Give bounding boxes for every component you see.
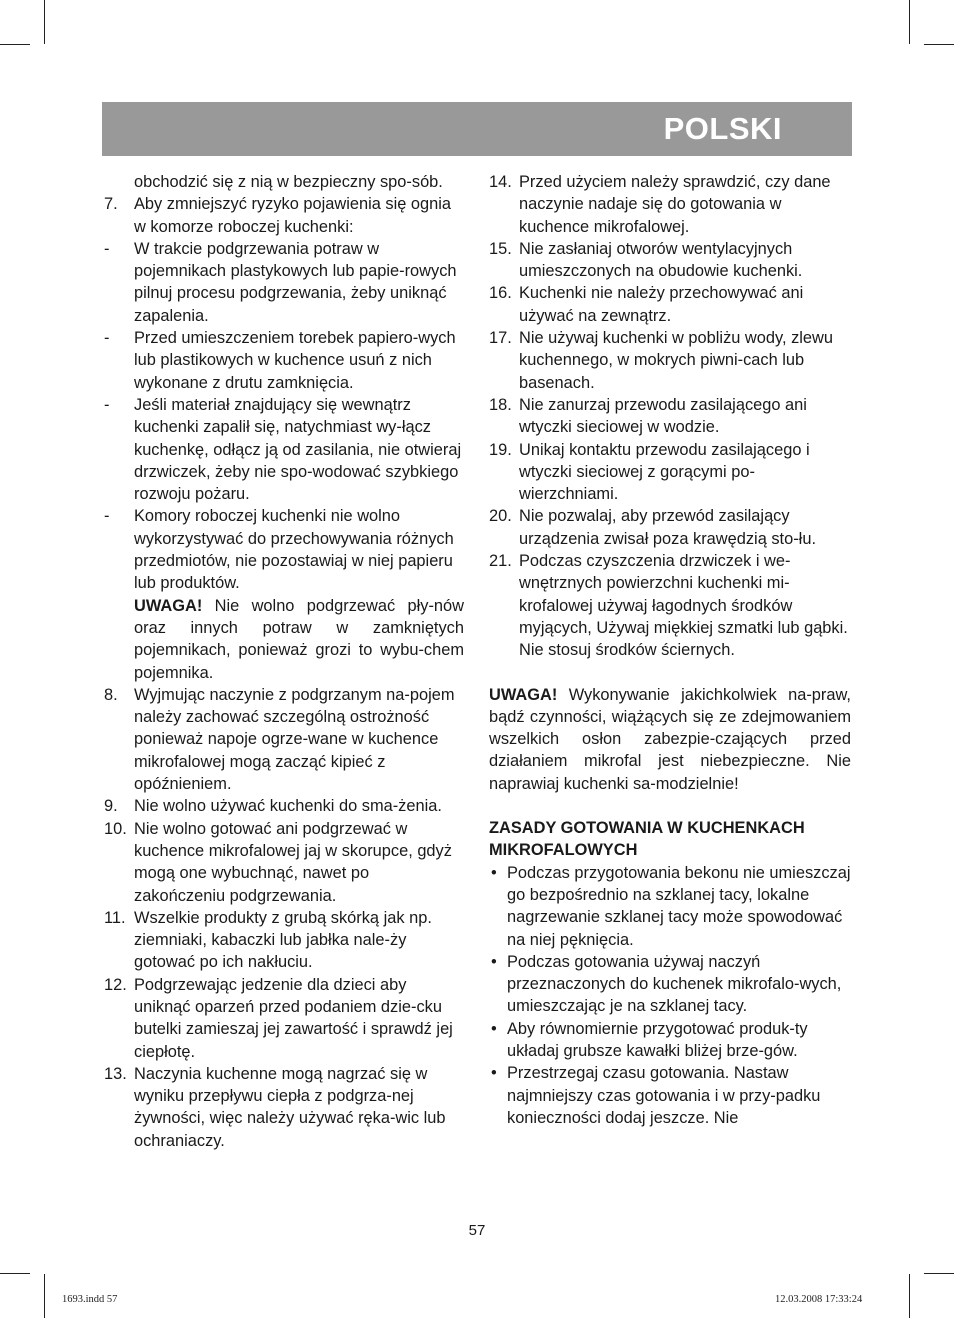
language-banner bbox=[102, 102, 852, 156]
list-item bbox=[104, 1063, 464, 1152]
item-number: 11. bbox=[104, 908, 126, 927]
bullet-item bbox=[489, 1062, 851, 1129]
crop-mark bbox=[924, 1273, 954, 1274]
list-item bbox=[104, 818, 464, 907]
list-item bbox=[489, 394, 851, 439]
item-number: 8. bbox=[104, 685, 118, 704]
item-text: Podczas gotowania używaj naczyń przeznaczonych do kuchenek mikrofalo-wych, umieszczając je na szklanej tacy. bbox=[507, 952, 842, 1016]
crop-mark bbox=[44, 1274, 45, 1318]
list-item bbox=[489, 505, 851, 550]
list-item bbox=[104, 974, 464, 1063]
item-number: 7. bbox=[104, 195, 118, 214]
item-text: Przed umieszczeniem torebek papiero-wych lub plastikowych w kuchence usuń z nich wykonane z drutu zamknięcia. bbox=[134, 329, 456, 392]
list-item bbox=[489, 238, 851, 283]
crop-mark bbox=[0, 1273, 30, 1274]
warning-label: UWAGA! bbox=[489, 685, 558, 704]
list-item bbox=[104, 907, 464, 974]
item-text: Jeśli materiał znajdujący się wewnątrz kuchenki zapalił się, natychmiast wy-łącz kuchenkę, odłącz ją od zasilania, nie otwieraj drzwiczek, żeby nie spo-wodować szybkiego rozwoju pożaru. bbox=[134, 395, 462, 504]
item-number: - bbox=[104, 395, 110, 414]
list-item bbox=[104, 193, 464, 238]
item-number: 10. bbox=[104, 819, 127, 838]
item-number: 15. bbox=[489, 239, 512, 258]
item-number: - bbox=[104, 239, 110, 258]
list-item bbox=[104, 684, 464, 795]
item-number: 12. bbox=[104, 975, 127, 994]
item-number: 16. bbox=[489, 284, 512, 303]
list-item bbox=[104, 327, 464, 394]
item-text: Nie wolno używać kuchenki do sma-żenia. bbox=[134, 797, 442, 816]
list-item bbox=[104, 394, 464, 505]
warning-text: Wykonywanie jakichkolwiek na-praw, bądź czynności, wiążących się ze zdejmowaniem wszelkich osłon zabezpie-czających przed działaniem mikrofal jest niebezpieczne. Nie naprawiaj kuchenki sa-modzielnie! bbox=[489, 685, 851, 793]
right-column bbox=[489, 171, 851, 1129]
item-text: Nie wolno gotować ani podgrzewać w kuchence mikrofalowej jaj w skorupce, gdyż mogą one wybuchnąć, nawet po zakończeniu podgrzewania. bbox=[134, 819, 452, 905]
item-text: Przestrzegaj czasu gotowania. Nastaw najmniejszy czas gotowania i w przy-padku konieczności dodaj jeszcze. Nie bbox=[507, 1064, 821, 1127]
item-text: Komory roboczej kuchenki nie wolno wykorzystywać do przechowywania różnych przedmiotów, nie pozostawiaj w niej papieru lub produktów. bbox=[134, 507, 454, 593]
file-slug: 1693.indd 57 bbox=[62, 1294, 118, 1305]
list-item bbox=[489, 439, 851, 506]
list-item bbox=[104, 238, 464, 327]
item-text: Nie pozwalaj, aby przewód zasilający urządzenia zwisał poza krawędzią sto-łu. bbox=[519, 507, 816, 548]
bullet-item bbox=[489, 951, 851, 1018]
crop-mark bbox=[909, 1274, 910, 1318]
date-slug: 12.03.2008 17:33:24 bbox=[775, 1294, 863, 1305]
item-text: Naczynia kuchenne mogą nagrzać się w wyniku przepływu ciepła z podgrza-nej żywności, więc należy używać ręka-wic lub ochraniaczy. bbox=[134, 1064, 446, 1150]
item-text: Aby zmniejszyć ryzyko pojawienia się ognia w komorze roboczej kuchenki: bbox=[134, 195, 452, 236]
item-text: Przed użyciem należy sprawdzić, czy dane naczynie nadaje się do gotowania w kuchence mikrofalowej. bbox=[519, 173, 831, 236]
warning-text: Nie wolno podgrzewać pły-nów oraz innych potraw w zamkniętych pojemnikach, ponieważ grozi to wybu-chem pojemnika. bbox=[134, 596, 464, 682]
item-text: Nie zasłaniaj otworów wentylacyjnych umieszczonych na obudowie kuchenki. bbox=[519, 239, 803, 281]
list-item bbox=[489, 282, 851, 327]
left-column bbox=[104, 171, 464, 1152]
item-number: • bbox=[491, 952, 497, 971]
item-number: 19. bbox=[489, 440, 512, 459]
item-number: 17. bbox=[489, 329, 512, 348]
item-number: • bbox=[491, 1019, 497, 1038]
item-number: 13. bbox=[104, 1064, 127, 1083]
bullet-item bbox=[489, 862, 851, 951]
item-number: - bbox=[104, 329, 110, 348]
warning-paragraph bbox=[104, 595, 464, 684]
item-number: • bbox=[491, 863, 497, 882]
item-number: - bbox=[104, 507, 110, 526]
page-number: 57 bbox=[468, 1222, 486, 1239]
item-text: Aby równomiernie przygotować produk-ty układaj grubsze kawałki bliżej brze-gów. bbox=[507, 1019, 808, 1060]
item-text: Kuchenki nie należy przechowywać ani używać na zewnątrz. bbox=[519, 284, 804, 325]
warning-paragraph bbox=[489, 684, 851, 795]
item-text: Wyjmując naczynie z podgrzanym na-pojem należy zachować szczególną ostrożność ponieważ napoje ogrze-wane w kuchence mikrofalowej mogą zacząć kipieć z opóźnieniem. bbox=[134, 685, 455, 794]
item-number: • bbox=[491, 1064, 497, 1083]
item-number: 21. bbox=[489, 552, 512, 571]
item-number: 18. bbox=[489, 395, 512, 414]
list-item bbox=[104, 795, 464, 817]
crop-mark bbox=[0, 44, 30, 45]
list-item bbox=[489, 327, 851, 394]
warning-label: UWAGA! bbox=[134, 596, 203, 615]
crop-mark bbox=[909, 0, 910, 44]
item-text: Podczas przygotowania bekonu nie umieszczaj go bezpośrednio na szklanej tacy, lokalne nagrzewanie szklanej tacy może spowodować na niej pęknięcia. bbox=[507, 863, 851, 949]
item-text: Unikaj kontaktu przewodu zasilającego i wtyczki sieciowej z gorącymi po-wierzchniami. bbox=[519, 440, 810, 504]
continued-text: obchodzić się z nią w bezpieczny spo-sób. bbox=[134, 173, 443, 191]
item-number: 20. bbox=[489, 507, 512, 526]
item-text: Podczas czyszczenia drzwiczek i we-wnętrznych powierzchni kuchenki mi-krofalowej używaj łagodnych środków myjących, Używaj miękkiej szmatki lub gąbki. Nie stosuj środków ściernych. bbox=[519, 552, 848, 660]
item-number: 14. bbox=[489, 173, 512, 191]
section-heading: ZASADY GOTOWANIA W KUCHENKACH MIKROFALOWYCH bbox=[489, 819, 805, 860]
crop-mark bbox=[924, 44, 954, 45]
page-title: POLSKI bbox=[663, 111, 782, 146]
list-item bbox=[489, 550, 851, 661]
item-text: Nie używaj kuchenki w pobliżu wody, zlewu kuchennego, w mokrych piwni-cach lub basenach. bbox=[519, 329, 833, 392]
item-text: Podgrzewając jedzenie dla dzieci aby uniknąć oparzeń przed podaniem dzie-cku butelki zamieszaj jej zawartość i sprawdź jej ciepłotę. bbox=[134, 975, 453, 1061]
crop-mark bbox=[44, 0, 45, 44]
item-number: 9. bbox=[104, 797, 118, 816]
list-item bbox=[104, 505, 464, 594]
item-text: W trakcie podgrzewania potraw w pojemnikach plastykowych lub papie-rowych pilnuj procesu podgrzewania, żeby uniknąć zapalenia. bbox=[134, 239, 457, 325]
list-item bbox=[489, 171, 851, 238]
bullet-item bbox=[489, 1018, 851, 1063]
item-text: Wszelkie produkty z grubą skórką jak np. ziemniaki, kabaczki lub jabłka nale-ży gotować po ich nakłuciu. bbox=[134, 908, 432, 972]
item-text: Nie zanurzaj przewodu zasilającego ani wtyczki sieciowej w wodzie. bbox=[519, 395, 807, 437]
